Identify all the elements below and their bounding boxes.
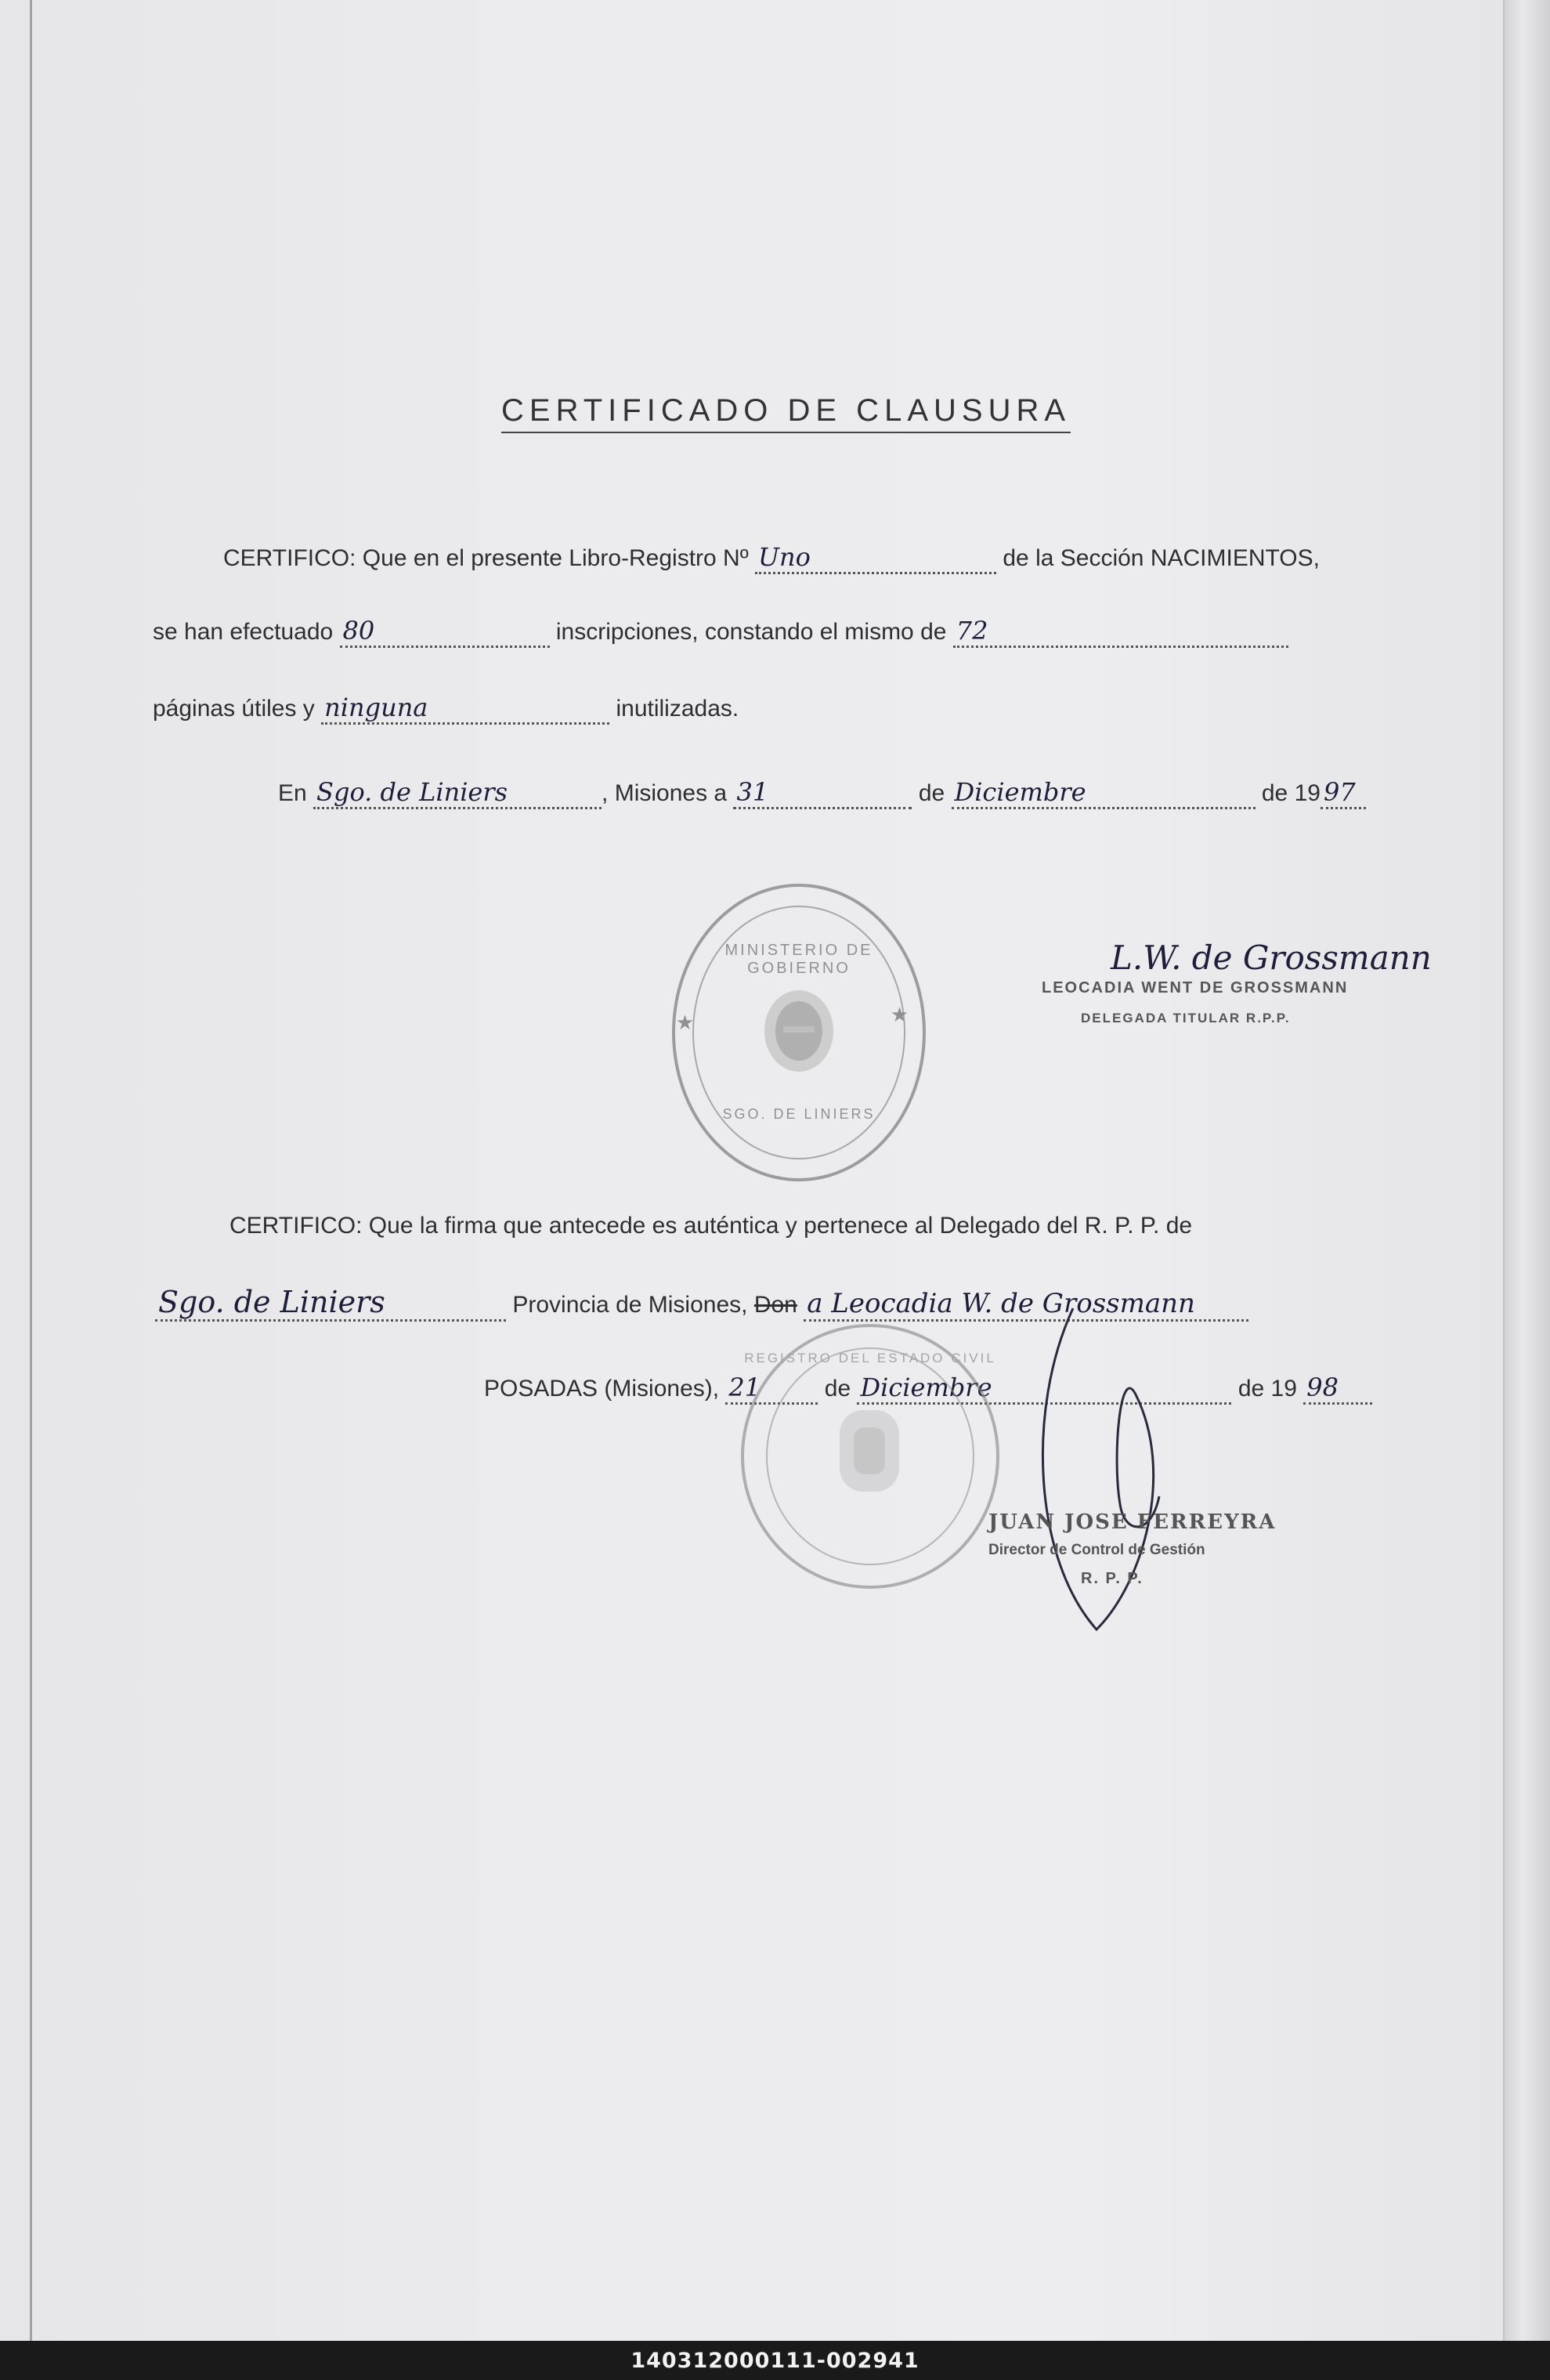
cert1-l1b: de la Sección NACIMIENTOS, <box>1003 545 1320 571</box>
cert2-anio-pre: de 19 <box>1237 1376 1297 1402</box>
libro-number-field: Uno <box>755 542 996 574</box>
anio-field: 97 <box>1321 777 1366 809</box>
cert2-anio-field: 98 <box>1303 1373 1372 1405</box>
cert2-l2a: Provincia de Misiones, <box>512 1292 748 1318</box>
cert2-don-name-field: a Leocadia W. de Grossmann <box>804 1288 1248 1322</box>
binding-line <box>30 0 32 2341</box>
signer2-sub: R. P. P. <box>1081 1570 1144 1587</box>
star-icon-right: ★ <box>890 1003 912 1026</box>
cert1-line4 <box>278 777 1366 809</box>
cert1-l1a: Que en el presente Libro-Registro Nº <box>362 545 749 571</box>
signer2-title: Director de Control de Gestión <box>988 1542 1205 1558</box>
ministry-stamp-bottom-text: SGO. DE LINIERS <box>722 1106 876 1122</box>
cert1-l4mid: , Misiones a <box>602 780 728 806</box>
cert2-label: CERTIFICO: <box>229 1213 363 1239</box>
ministry-stamp <box>672 884 926 1181</box>
ministry-stamp-top-text: MINISTERIO DE GOBIERNO <box>724 942 873 977</box>
cert1-l3b: inutilizadas. <box>616 696 739 722</box>
registry-stamp-text: REGISTRO DEL ESTADO CIVIL <box>744 1351 996 1365</box>
cert2-line1 <box>229 1213 1192 1239</box>
page-title: CERTIFICADO DE CLAUSURA <box>501 393 1071 433</box>
cert1-line3 <box>153 693 739 725</box>
signature-grossmann: L.W. de Grossmann <box>1111 939 1432 977</box>
cert1-l3a: páginas útiles y <box>153 696 315 722</box>
cover-edge <box>1503 0 1550 2341</box>
mes-field: Diciembre <box>952 777 1256 809</box>
cert1-l2b: inscripciones, constando el mismo de <box>555 619 947 645</box>
lugar-field: Sgo. de Liniers <box>313 777 602 809</box>
cert1-de: de <box>918 780 945 806</box>
cert1-label: CERTIFICO: <box>223 545 356 571</box>
cert2-don: Don <box>753 1292 797 1318</box>
inscripciones-field: 80 <box>340 616 550 648</box>
cert2-de: de <box>824 1376 851 1402</box>
coat-of-arms-icon <box>760 986 838 1076</box>
footer-document-id: 140312000111-002941 <box>630 2349 920 2373</box>
cert1-en: En <box>278 780 307 806</box>
registry-stamp <box>741 1324 999 1589</box>
signer2-name: JUAN JOSE FERREYRA <box>988 1510 1277 1534</box>
cert2-dia-field: 21 <box>725 1373 818 1405</box>
cert2-l3a: POSADAS (Misiones), <box>484 1376 720 1402</box>
dia-field: 31 <box>733 777 912 809</box>
paginas-field: 72 <box>953 616 1288 648</box>
coat-of-arms-icon <box>832 1404 907 1498</box>
cert2-l1: Que la firma que antecede es auténtica y pertenece al Delegado del R. P. P. de <box>368 1213 1193 1239</box>
signer1-name: LEOCADIA WENT DE GROSSMANN <box>1042 979 1349 996</box>
cert2-lugar-field: Sgo. de Liniers <box>155 1285 506 1322</box>
cert1-l2a: se han efectuado <box>153 619 334 645</box>
cert2-mes-field: Diciembre <box>857 1373 1231 1405</box>
cert1-line1 <box>223 542 1320 574</box>
inutilizadas-field: ninguna <box>321 693 609 725</box>
star-icon-left: ★ <box>675 1011 697 1034</box>
signer1-title: DELEGADA TITULAR R.P.P. <box>1081 1011 1291 1025</box>
cert1-line2 <box>153 616 1288 648</box>
cert1-anio-pre: de 19 <box>1261 780 1321 806</box>
